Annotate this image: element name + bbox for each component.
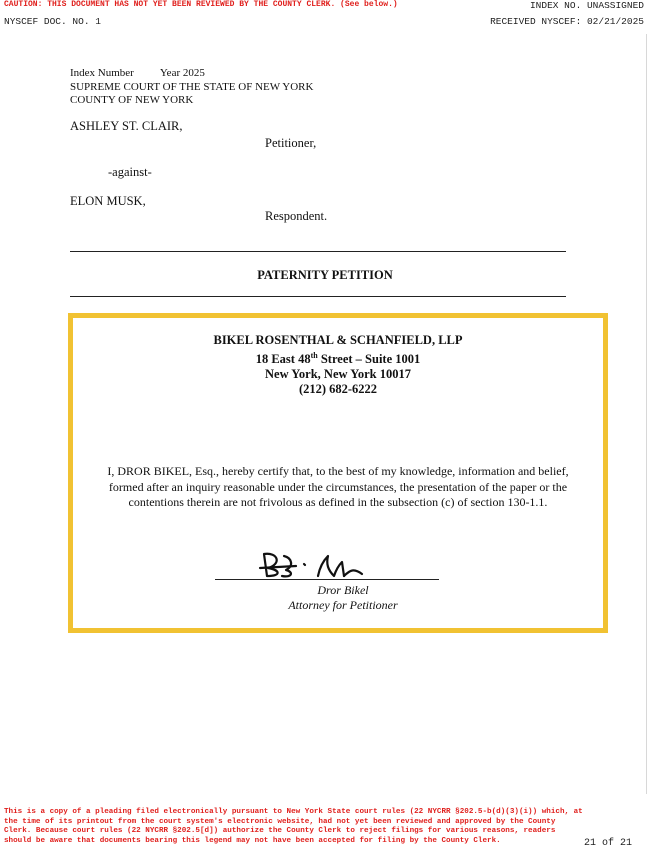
year-label: Year 2025 — [159, 67, 205, 79]
index-year-line — [70, 67, 313, 81]
firm-address: 18 East 48th Street – Suite 1001 — [255, 351, 421, 367]
respondent-role: Respondent. — [265, 209, 328, 223]
petitioner-name: ASHLEY ST. CLAIR, — [70, 119, 183, 133]
attorney-certification-box — [68, 313, 608, 633]
signer-title: Attorney for Petitioner — [288, 598, 398, 612]
received-date: RECEIVED NYSCEF: 02/21/2025 — [490, 16, 644, 27]
divider-top — [70, 251, 566, 252]
index-number: INDEX NO. UNASSIGNED — [529, 0, 644, 11]
nyscef-doc-number: NYSCEF DOC. NO. 1 — [4, 16, 101, 27]
document-title: PATERNITY PETITION — [257, 268, 393, 282]
case-caption — [70, 67, 313, 108]
court-name: SUPREME COURT OF THE STATE OF NEW YORK — [70, 80, 314, 93]
page-number: 21 of 21 — [583, 838, 632, 849]
firm-block — [73, 333, 603, 397]
page-edge-rule — [646, 34, 647, 794]
certification-text: I, DROR BIKEL, Esq., hereby certify that, to the best of my knowledge, information and belief, formed after an inquiry reasonable under the circumstances, the presentation of the paper or the contentions therein are not frivolous as defined in the subsection (c) of section 130-1.1. — [107, 464, 569, 509]
signer-block — [73, 583, 603, 613]
filing-legend: This is a copy of a pleading filed electronically pursuant to New York State court rules (22 NYCRR §202.5-b(d)(3)(i)) which, at the time of its printout from the court system's electronic website, had not yet been reviewed and approved by the County Clerk. Because court rules (22 NYCRR §202.5[d]) authorize the County Clerk to reject filings for various reasons, readers should be aware that documents bearing this legend may not have been accepted for filing by the County Clerk. — [4, 808, 583, 845]
signature-line — [215, 579, 439, 580]
firm-city: New York, New York 10017 — [265, 367, 411, 382]
divider-bottom — [70, 296, 566, 297]
against-label: -against- — [108, 165, 152, 179]
respondent-name: ELON MUSK, — [70, 194, 146, 208]
caution-banner: CAUTION: THIS DOCUMENT HAS NOT YET BEEN REVIEWED BY THE COUNTY CLERK. (See below.) — [4, 0, 398, 9]
firm-name: BIKEL ROSENTHAL & SCHANFIELD, LLP — [213, 333, 463, 347]
signer-name: Dror Bikel — [317, 583, 369, 597]
index-number-label: Index Number — [70, 67, 134, 79]
firm-phone: (212) 682-6222 — [298, 382, 378, 397]
county-name: COUNTY OF NEW YORK — [70, 94, 194, 106]
petitioner-role: Petitioner, — [265, 136, 317, 150]
handwritten-signature — [258, 546, 398, 580]
